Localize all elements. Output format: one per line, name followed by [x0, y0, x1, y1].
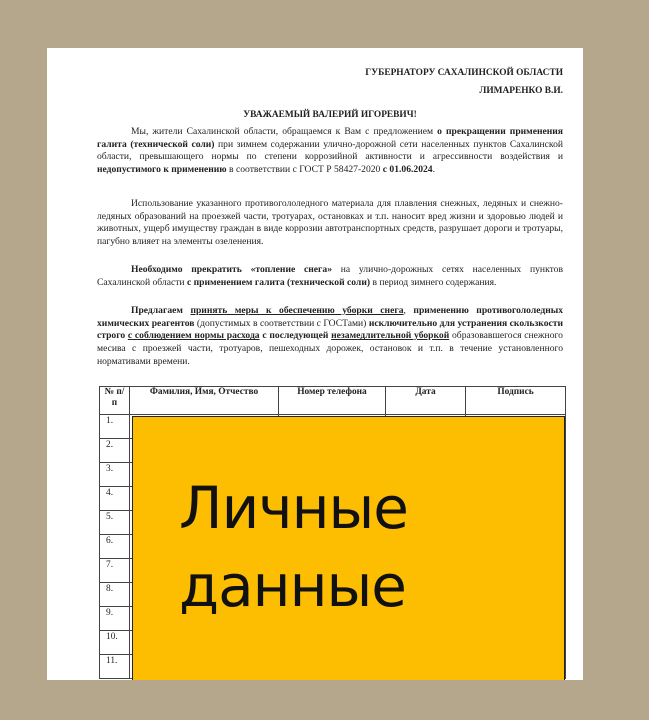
- recipient-line-2: ЛИМАРЕНКО В.И.: [479, 86, 563, 96]
- row-number: 5.: [100, 511, 130, 535]
- document-page: [47, 48, 583, 680]
- table-header-row: [100, 387, 566, 415]
- row-number: 2.: [100, 439, 130, 463]
- greeting: УВАЖАЕМЫЙ ВАЛЕРИЙ ИГОРЕВИЧ!: [243, 110, 417, 120]
- redaction-overlay: [132, 416, 565, 680]
- row-number: 11.: [100, 655, 130, 679]
- redaction-label-line-1: Личные: [179, 474, 408, 542]
- paragraph-1: Мы, жители Сахалинской области, обращаемся к Вам с предложением о прекращении применения галита (технической соли) при зимнем содержании улично-дорожной сети населенных пунктов Сахалинской области, превышающего нормы по степени коррозийной активности и агрессивности воздействия и недопустимого к применению в соответствии с ГОСТ Р 58427-2020 с 01.06.2024.: [97, 126, 564, 175]
- row-number: 7.: [100, 559, 130, 583]
- row-number: 9.: [100, 607, 130, 631]
- row-number: 6.: [100, 535, 130, 559]
- row-number: 10.: [100, 631, 130, 655]
- header-number: № п/п: [100, 387, 130, 415]
- row-number: 8.: [100, 583, 130, 607]
- paragraph-3: Необходимо прекратить «топление снега» на улично-дорожных сетях населенных пунктов Сахалинской области с применением галита (технической соли) в период зимнего содержания.: [97, 264, 563, 288]
- header-date: Дата: [386, 387, 466, 415]
- recipient-line-1: ГУБЕРНАТОРУ САХАЛИНСКОЙ ОБЛАСТИ: [365, 68, 563, 78]
- paragraph-2: Использование указанного противогололедного материала для плавления снежных, ледяных и снежно-ледяных образований на проезжей части, тротуарах, остановках и т.п. наносит вред жизни и здоровью людей и животных, ущерб имуществу граждан в виде коррозии автотранспортных средств, разрушает дороги и тротуары, пагубно влияет на элементы озеленения.: [97, 198, 563, 247]
- redaction-label: [179, 469, 559, 626]
- row-number: 3.: [100, 463, 130, 487]
- header-signature: Подпись: [466, 387, 566, 415]
- redaction-label-line-2: данные: [179, 552, 406, 621]
- header-phone: Номер телефона: [279, 387, 386, 415]
- row-number: 1.: [100, 415, 130, 439]
- paragraph-4: Предлагаем принять меры к обеспечению уборки снега, применению противогололедных химических реагентов (допустимых в соответствии с ГОСТами) исключительно для устранения скользкости строго с соблюдением нормы расхода с последующей незамедлительной уборкой образовавшегося снежного месива с проезжей части, тротуаров, пешеходных дорожек, остановок и т.п. в течение установленного нормативами времени.: [97, 305, 564, 367]
- row-number: 4.: [100, 487, 130, 511]
- header-full-name: Фамилия, Имя, Отчество: [130, 387, 279, 415]
